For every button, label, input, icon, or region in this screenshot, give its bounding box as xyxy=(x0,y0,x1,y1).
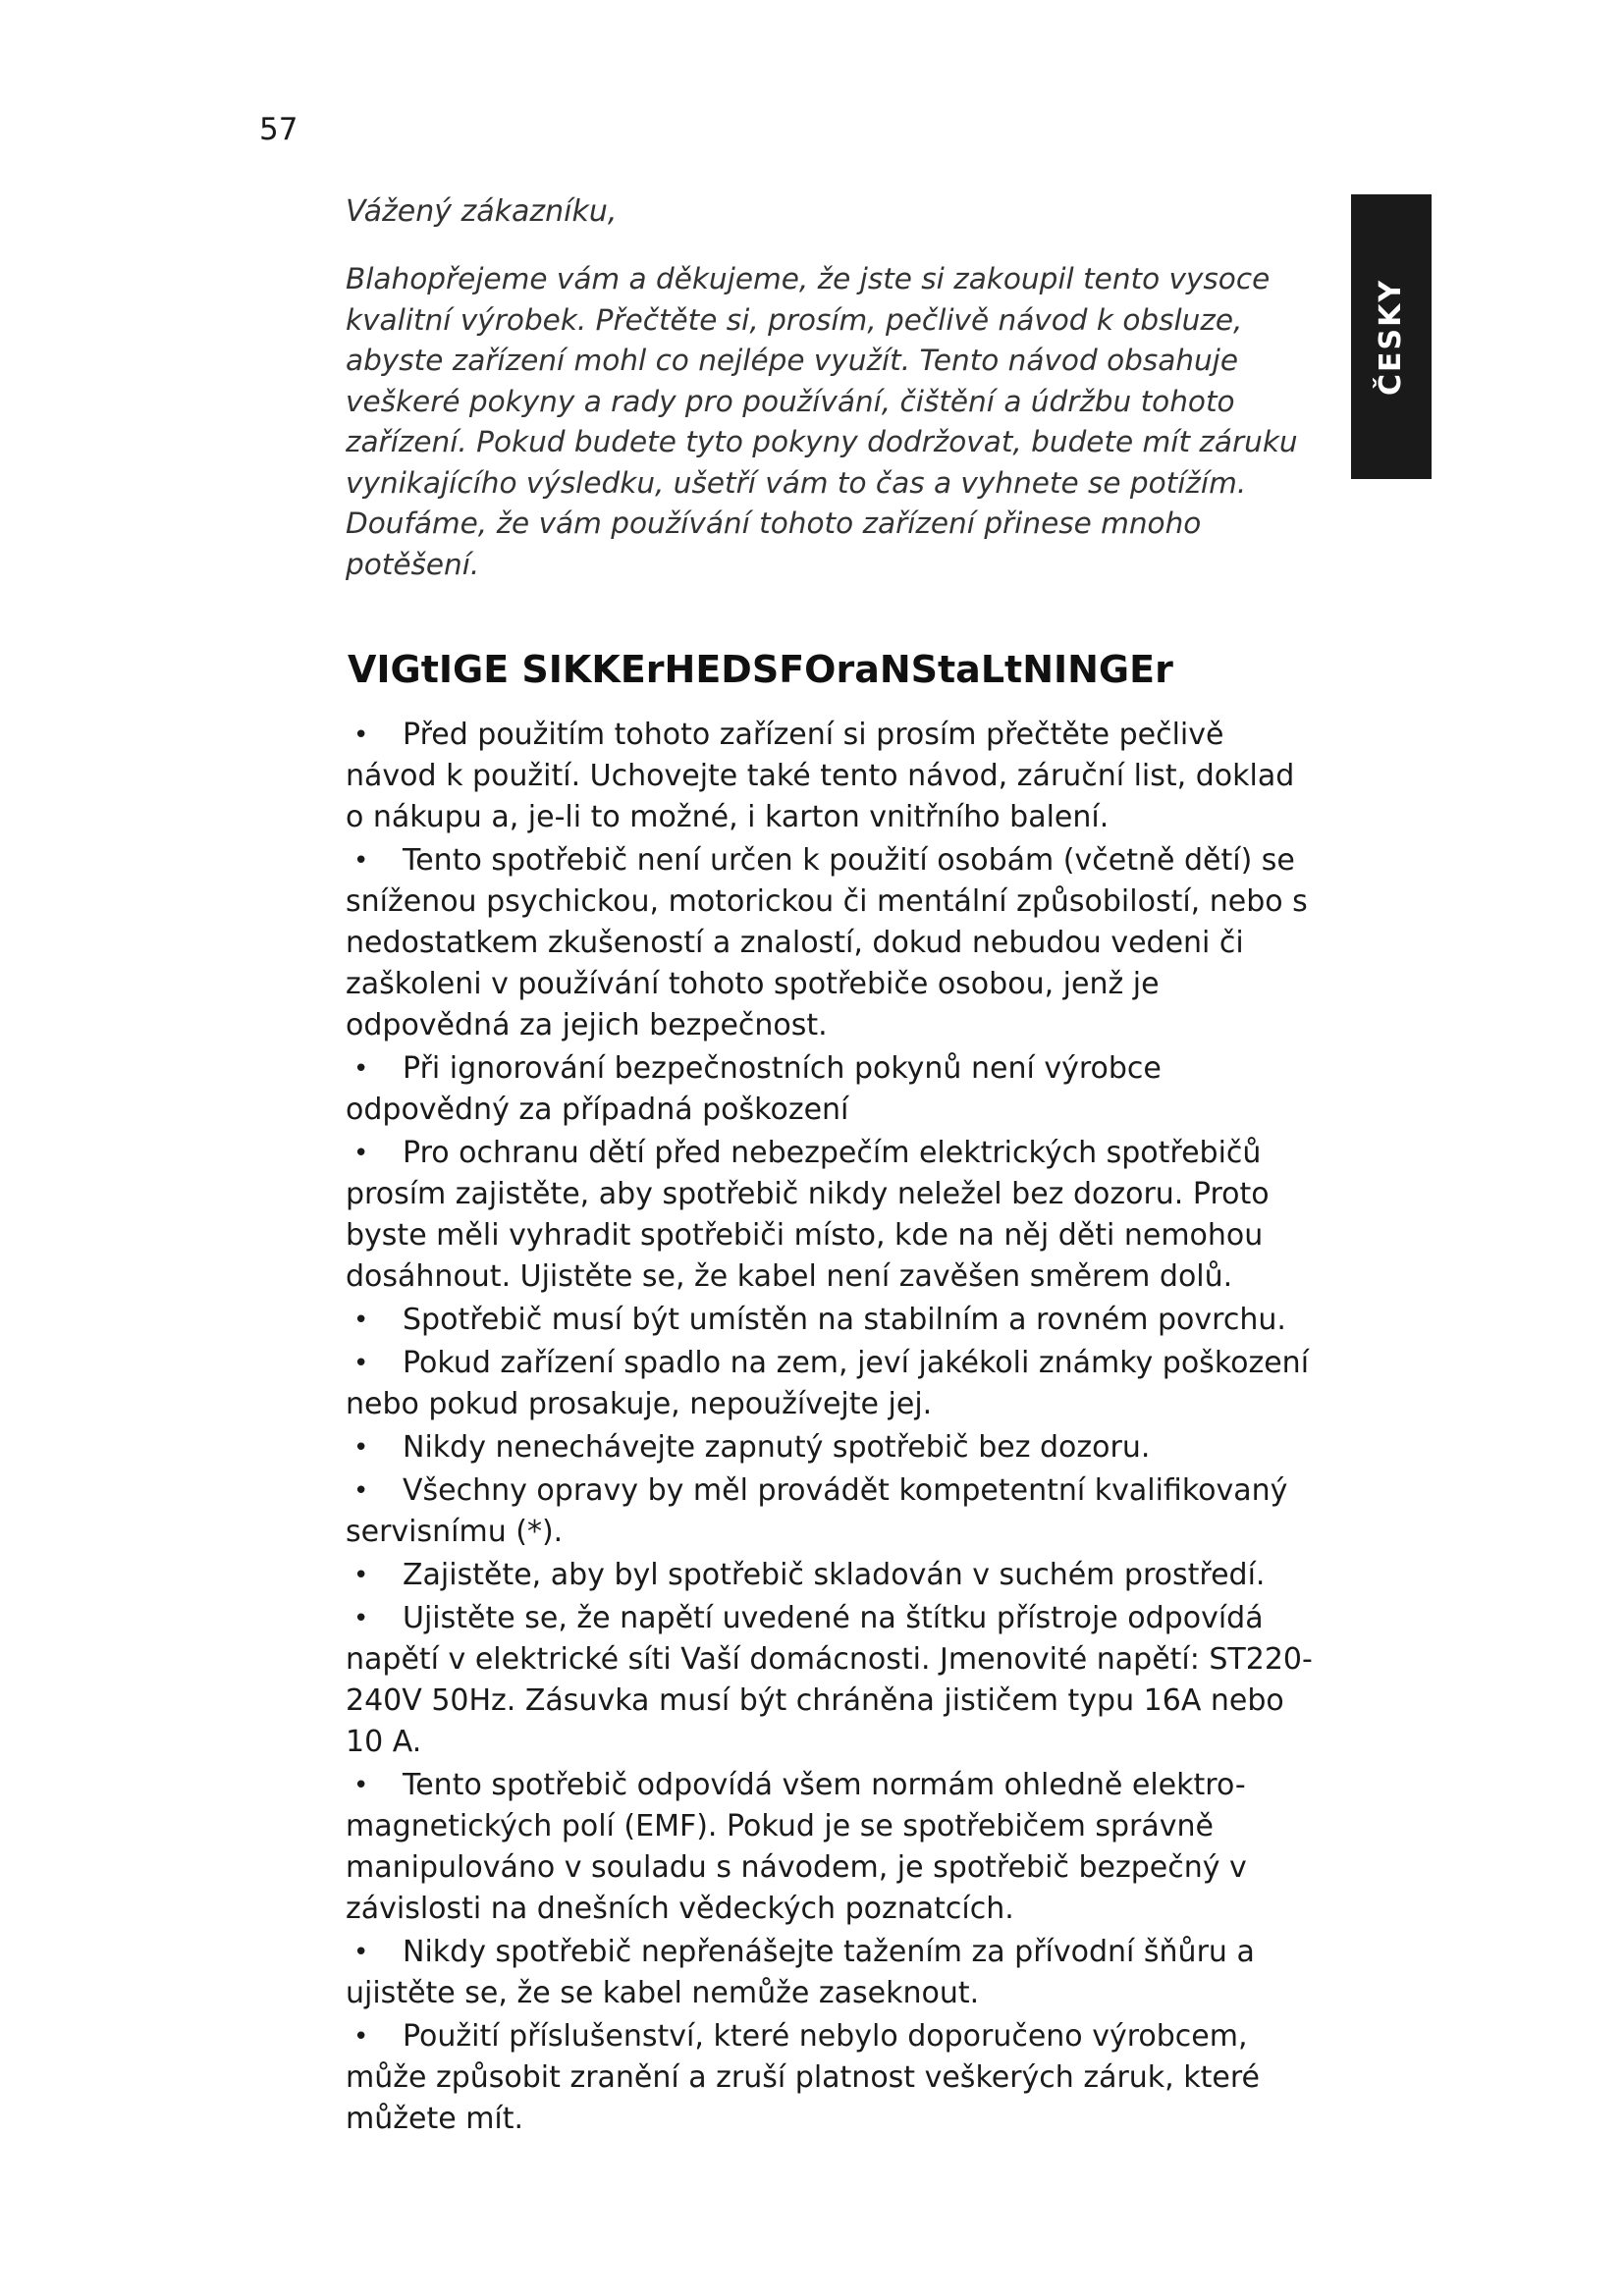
bullet-icon: • xyxy=(353,846,369,876)
intro-section xyxy=(346,192,1308,585)
safety-item-text: Nikdy nenechávejte zapnutý spotřebič bez dozoru. xyxy=(403,1430,1151,1465)
safety-item-text: Spotřebič musí být umístěn na stabilním a rovném povrchu. xyxy=(403,1303,1286,1337)
safety-item xyxy=(346,1133,1318,1298)
bullet-icon: • xyxy=(353,1054,369,1084)
safety-item-text: Nikdy spotřebič nepřenášejte tažením za přívodní šňůru a ujistěte se, že se kabel nemůže zaseknout. xyxy=(346,1935,1255,2010)
safety-item xyxy=(346,1427,1318,1468)
bullet-icon: • xyxy=(353,1139,369,1168)
bullet-icon: • xyxy=(353,1306,369,1335)
safety-item-text: Pokud zařízení spadlo na zem, jeví jakékoli známky poškození nebo pokud prosakuje, nepoužívejte jej. xyxy=(346,1346,1310,1421)
safety-item-text: Tento spotřebič není určen k použití osobám (včetně dětí) se sníženou psychickou, motorickou či mentální způsobilostí, nebo s nedostatkem zkušeností a znalostí, dokud nebudou vedeni či zaškoleni v používání tohoto spotřebiče osobou, jenž je odpovědná za jejich bezpečnost. xyxy=(346,843,1308,1042)
safety-heading: VIGtIGE SIKKErHEDSFOraNStaLtNINGEr xyxy=(348,648,1173,691)
safety-item-text: Všechny opravy by měl provádět kompetentní kvalifikovaný servisnímu (*). xyxy=(346,1473,1288,1549)
safety-item-text: Ujistěte se, že napětí uvedené na štítku přístroje odpovídá napětí v elektrické síti Vaší domácnosti. Jmenovité napětí: ST220-240V 50Hz. Zásuvka musí být chráněna jističem typu 16A nebo 10 A. xyxy=(346,1601,1313,1759)
safety-item xyxy=(346,1300,1318,1341)
safety-item-text: Před použitím tohoto zařízení si prosím přečtěte pečlivě návod k použití. Uchovejte také tento návod, záruční list, doklad o nákupu a, je-li to možné, i karton vnitřního balení. xyxy=(346,718,1295,834)
bullet-icon: • xyxy=(353,1433,369,1463)
bullet-icon: • xyxy=(353,721,369,750)
bullet-icon: • xyxy=(353,1561,369,1590)
bullet-icon: • xyxy=(353,1604,369,1633)
safety-item xyxy=(346,1470,1318,1553)
page-number: 57 xyxy=(259,112,298,147)
bullet-icon: • xyxy=(353,1349,369,1378)
intro-body: Blahopřejeme vám a děkujeme, že jste si zakoupil tento vysoce kvalitní výrobek. Přečtěte si, prosím, pečlivě návod k obsluze, abyste zařízení mohl co nejlépe využít. Tento návod obsahuje veškeré pokyny a rady pro používání, čištění a údržbu tohoto zařízení. Pokud budete tyto pokyny dodržovat, budete mít záruku vynikajícího výsledku, ušetří vám to čas a vyhnete se potížím. Doufáme, že vám používání tohoto zařízení přinese mnoho potěšení. xyxy=(346,262,1298,581)
safety-item xyxy=(346,1932,1318,2014)
safety-item xyxy=(346,1048,1318,1131)
safety-item-text: Zajistěte, aby byl spotřebič skladován v suchém prostředí. xyxy=(403,1558,1266,1592)
safety-item-text: Použití příslušenství, které nebylo doporučeno výrobcem, může způsobit zranění a zruší platnost veškerých záruk, které můžete mít. xyxy=(346,2019,1260,2136)
language-tab-label-wrap xyxy=(1357,194,1426,479)
safety-item xyxy=(346,2016,1318,2140)
safety-item-text: Pro ochranu dětí před nebezpečím elektrických spotřebičů prosím zajistěte, aby spotřebič nikdy neležel bez dozoru. Proto byste měli vyhradit spotřebiči místo, kde na něj děti nemohou dosáhnout. Ujistěte se, že kabel není zavěšen směrem dolů. xyxy=(346,1136,1270,1294)
safety-item xyxy=(346,1598,1318,1763)
safety-item xyxy=(346,1343,1318,1425)
safety-item-text: Při ignorování bezpečnostních pokynů není výrobce odpovědný za případná poškození xyxy=(346,1051,1162,1127)
bullet-icon: • xyxy=(353,1938,369,1967)
bullet-icon: • xyxy=(353,1771,369,1800)
language-tab-label: ČESKY xyxy=(1374,278,1409,396)
bullet-icon: • xyxy=(353,1476,369,1506)
safety-list xyxy=(346,715,1318,2142)
safety-item xyxy=(346,715,1318,838)
safety-item xyxy=(346,1765,1318,1930)
bullet-icon: • xyxy=(353,2022,369,2052)
safety-item xyxy=(346,840,1318,1046)
safety-item-text: Tento spotřebič odpovídá všem normám ohledně elektro-magnetických polí (EMF). Pokud je se spotřebičem správně manipulováno v souladu s návodem, je spotřebič bezpečný v závislosti na dnešních vědeckých poznatcích. xyxy=(346,1768,1247,1926)
intro-greeting: Vážený zákazníku, xyxy=(346,194,618,229)
safety-item xyxy=(346,1555,1318,1596)
